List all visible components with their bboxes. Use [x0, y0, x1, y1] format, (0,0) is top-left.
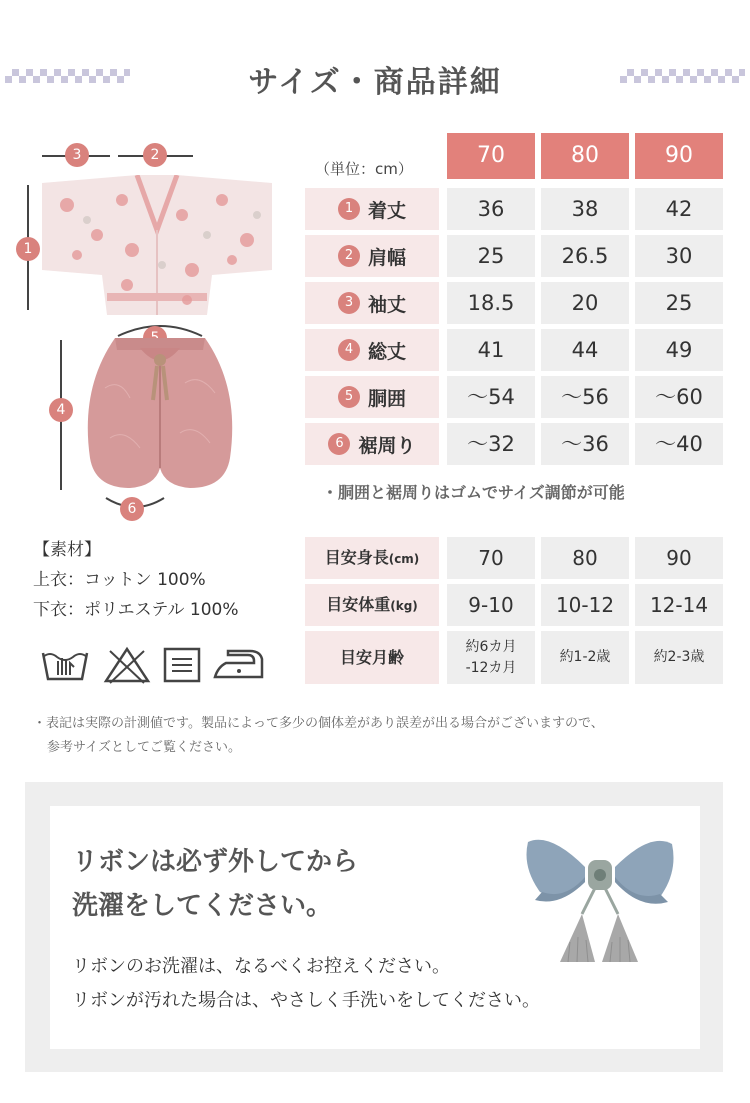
table-cell: ～54: [447, 376, 535, 418]
care-icons: [40, 645, 270, 690]
checker-decoration-right: [620, 69, 745, 83]
table-cell: 26.5: [541, 235, 629, 277]
row-number: 1: [338, 198, 360, 220]
materials-section: [33, 535, 238, 625]
materials-bottom: 下衣：ポリエステル 100%: [33, 600, 239, 620]
row-label-text: 胴囲: [367, 387, 406, 410]
table-cell: 42: [635, 188, 723, 230]
guide-label-age: 目安月齢: [305, 631, 439, 684]
ribbon-notice-title: [72, 840, 358, 928]
table-cell: 80: [541, 537, 629, 579]
marker-4: 4: [49, 398, 73, 422]
table-cell: ～40: [635, 423, 723, 465]
table-cell: 36: [447, 188, 535, 230]
row-label-length: [305, 188, 439, 230]
table-cell: 41: [447, 329, 535, 371]
materials-top: 上衣：コットン 100%: [33, 570, 206, 590]
no-bleach-icon: [102, 645, 152, 685]
row-number: 5: [338, 386, 360, 408]
row-number: 6: [328, 433, 350, 455]
hakama-pants-image: [85, 328, 235, 493]
table-cell: 20: [541, 282, 629, 324]
table-cell: ～56: [541, 376, 629, 418]
size-header-70: 70: [447, 133, 535, 179]
disclaimer-line-1: ・表記は実際の計測値です。製品によって多少の個体差があり誤差が出る場合がございますので、: [33, 716, 604, 731]
size-header-90: 90: [635, 133, 723, 179]
hand-wash-30-icon: [40, 645, 90, 685]
ribbon-body-line-2: リボンが汚れた場合は、やさしく手洗いをしてください。: [72, 990, 540, 1011]
guide-label-weight: [305, 584, 439, 626]
marker-6: 6: [120, 497, 144, 521]
ribbon-notice-body: [72, 950, 540, 1018]
row-label-text: 袖丈: [367, 293, 406, 316]
marker-1: 1: [16, 237, 40, 261]
row-number: 3: [338, 292, 360, 314]
table-cell: 約2-3歳: [635, 631, 723, 684]
table-cell: 25: [635, 282, 723, 324]
low-iron-icon: [212, 645, 266, 685]
ribbon-bow-image: [520, 822, 680, 972]
table-cell: 12-14: [635, 584, 723, 626]
guide-label-unit: (kg): [390, 599, 418, 613]
table-cell: 30: [635, 235, 723, 277]
garment-illustration: [0, 130, 300, 530]
row-number: 2: [338, 245, 360, 267]
unit-label: （単位：cm）: [315, 160, 413, 178]
adjustment-note: ・胴囲と裾周りはゴムでサイズ調節が可能: [322, 483, 625, 502]
table-cell: ～36: [541, 423, 629, 465]
age-line-2: -12カ月: [465, 660, 517, 676]
table-cell: 70: [447, 537, 535, 579]
row-label-shoulder: [305, 235, 439, 277]
guide-label-height: [305, 537, 439, 579]
row-label-text: 肩幅: [367, 246, 406, 269]
table-cell: ～60: [635, 376, 723, 418]
table-cell: 約1-2歳: [541, 631, 629, 684]
row-label-text: 着丈: [367, 199, 406, 222]
measurement-disclaimer: [33, 712, 723, 760]
guide-label-unit: (cm): [388, 552, 420, 566]
guide-label-text: 目安体重: [326, 595, 391, 614]
table-cell: 25: [447, 235, 535, 277]
age-line-1: 約6カ月: [465, 639, 517, 655]
table-cell: 10-12: [541, 584, 629, 626]
ribbon-title-line-2: 洗濯をしてください。: [72, 891, 333, 921]
size-header-80: 80: [541, 133, 629, 179]
row-label-text: 裾周り: [358, 434, 416, 457]
kimono-top-image: [42, 175, 272, 315]
row-number: 4: [338, 339, 360, 361]
table-cell: 49: [635, 329, 723, 371]
ribbon-title-line-1: リボンは必ず外してから: [72, 847, 359, 877]
row-label-hem: [305, 423, 439, 465]
table-cell: 18.5: [447, 282, 535, 324]
marker-2: 2: [143, 143, 167, 167]
disclaimer-line-2: 参考サイズとしてご覧ください。: [47, 740, 241, 755]
page-title: サイズ・商品詳細: [248, 65, 502, 100]
marker-3: 3: [65, 143, 89, 167]
table-cell: 44: [541, 329, 629, 371]
table-cell: 90: [635, 537, 723, 579]
materials-heading: 【素材】: [33, 540, 101, 560]
row-label-total: [305, 329, 439, 371]
ribbon-body-line-1: リボンのお洗濯は、なるべくお控えください。: [72, 956, 450, 977]
table-cell: 38: [541, 188, 629, 230]
row-label-sleeve: [305, 282, 439, 324]
table-cell: ～32: [447, 423, 535, 465]
table-cell: 9-10: [447, 584, 535, 626]
row-label-waist: [305, 376, 439, 418]
table-cell: [447, 631, 535, 684]
row-label-text: 総丈: [367, 340, 406, 363]
section-header: [0, 55, 750, 99]
line-dry-icon: [162, 645, 202, 685]
guide-label-text: 目安身長: [324, 548, 389, 567]
